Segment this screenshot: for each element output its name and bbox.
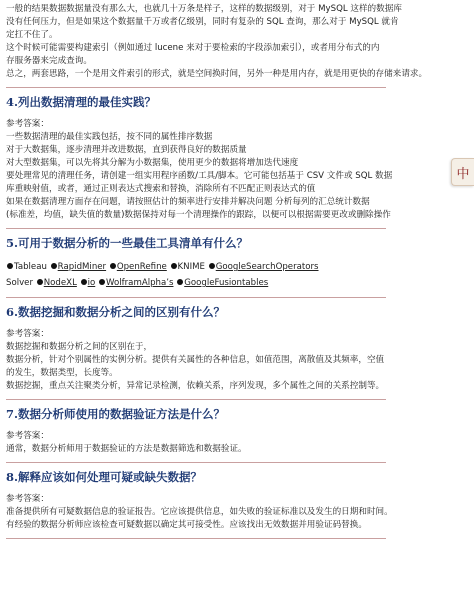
answer-line: 有经验的数据分析师应该检查可疑数据以确定其可接受性。应该找出无效数据并用验证码替换。 xyxy=(6,520,367,530)
answer-line: 通常，数据分析师用于数据验证的方法是数据筛选和数据验证。 xyxy=(6,444,247,454)
bullet-icon xyxy=(7,263,13,269)
intro-line: 没有任何压力，但是如果这个数据量千万或者亿级别，同时有复杂的 SQL 查询，那么对于 MySQL 就肯 xyxy=(6,17,399,27)
answer-line: 数据分析，针对个别属性的实例分析。提供有关属性的各种信息，如值范围，离散值及其频率，空值 xyxy=(6,355,385,365)
section-divider xyxy=(6,87,386,88)
tool-link[interactable]: GoogleFusiontables xyxy=(184,278,269,288)
section-divider xyxy=(6,462,386,463)
answer-line: 对于大数据集，逐步清理并改进数据，直到获得良好的数据质量 xyxy=(6,145,247,155)
section-divider xyxy=(6,228,386,229)
intro-line: 存服务器来完成查询。 xyxy=(6,56,92,66)
bullet-icon xyxy=(110,263,116,269)
bullet-icon xyxy=(51,263,57,269)
section-5 xyxy=(6,236,468,291)
answer-label: 参考答案： xyxy=(6,494,49,504)
answer-line: 数据挖掘和数据分析之间的区别在于， xyxy=(6,342,153,352)
bullet-icon xyxy=(37,279,43,285)
tools-row xyxy=(6,275,468,291)
tool-link[interactable]: WolframAlpha’s xyxy=(105,278,174,288)
tool-link[interactable]: OpenRefine xyxy=(116,262,167,272)
answer-line: 准备提供所有可疑数据信息的验证报告。它应该提供信息，如失败的验证标准以及发生的日期和时间。 xyxy=(6,507,393,517)
section-title: 4.列出数据清理的最佳实践？ xyxy=(6,95,157,109)
section-divider xyxy=(6,538,386,539)
section-6 xyxy=(6,305,468,393)
section-4 xyxy=(6,95,468,222)
tool-link[interactable]: io xyxy=(87,278,96,288)
answer-line: 要处理常见的清理任务，请创建一组实用程序函数/工具/脚本。它可能包括基于 CSV 文件或 SQL 数据 xyxy=(6,171,393,181)
answer-line: (标准差，均值，缺失值的数量)数据保持对每一个清理操作的跟踪，以便可以根据需要更改或删除操作 xyxy=(6,210,391,220)
bullet-icon xyxy=(209,263,215,269)
bullet-icon xyxy=(171,263,177,269)
tool-item: Tableau xyxy=(14,262,47,272)
answer-line: 库重映射值，或者，通过正则表达式搜索和替换，消除所有不匹配正则表达式的值 xyxy=(6,184,316,194)
section-7 xyxy=(6,407,468,456)
answer-line: 的发生，数据类型，长度等。 xyxy=(6,368,118,378)
answer-line: 一些数据清理的最佳实践包括，按不同的属性排序数据 xyxy=(6,132,213,142)
answer-line: 对大型数据集，可以先将其分解为小数据集，使用更少的数据将增加迭代速度 xyxy=(6,158,299,168)
bullet-icon xyxy=(81,279,87,285)
intro-line: 一般的结果数据数据量没有那么大，也就几十万条是样子，这样的数据级别，对于 MySQL 这样的数据库 xyxy=(6,4,402,14)
answer-line: 数据挖掘，重点关注聚类分析，异常记录检测，依赖关系，序列发现，多个属性之间的关系控制等。 xyxy=(6,381,385,391)
tools-row xyxy=(6,259,468,275)
section-divider xyxy=(6,297,386,298)
bullet-icon xyxy=(99,279,105,285)
intro-line: 定扛不住了。 xyxy=(6,30,58,40)
answer-line: 如果在数据清理方面存在问题，请按照估计的频率进行安排并解决问题 分析每列的汇总统计数据 xyxy=(6,197,370,207)
tool-link[interactable]: RapidMiner xyxy=(57,262,107,272)
section-title: 7.数据分析师使用的数据验证方法是什么？ xyxy=(6,407,226,421)
tool-link[interactable]: NodeXL xyxy=(43,278,77,288)
answer-label: 参考答案： xyxy=(6,119,49,129)
section-divider xyxy=(6,399,386,400)
section-title: 8.解释应该如何处理可疑或缺失数据？ xyxy=(6,470,203,484)
intro-block xyxy=(6,3,468,81)
tool-link[interactable]: GoogleSearchOperators xyxy=(215,262,319,272)
bullet-icon xyxy=(177,279,183,285)
answer-label: 参考答案： xyxy=(6,329,49,339)
tool-item: KNIME xyxy=(177,262,205,272)
intro-line: 总之，两套思路，一个是用文件索引的形式，就是空间换时间，另外一种是用内存，就是用更快的存储来请求。 xyxy=(6,69,428,79)
answer-label: 参考答案： xyxy=(6,431,49,441)
section-8 xyxy=(6,470,468,532)
tool-item: Solver xyxy=(6,278,34,288)
section-title: 5.可用于数据分析的一些最佳工具清单有什么？ xyxy=(6,236,249,250)
section-title: 6.数据挖掘和数据分析之间的区别有什么？ xyxy=(6,305,226,319)
intro-line: 这个时候可能需要构建索引（例如通过 lucene 来对于要检索的字段添加索引），或者用分布式的内 xyxy=(6,43,380,53)
language-toggle-badge[interactable]: 中 xyxy=(451,158,474,186)
